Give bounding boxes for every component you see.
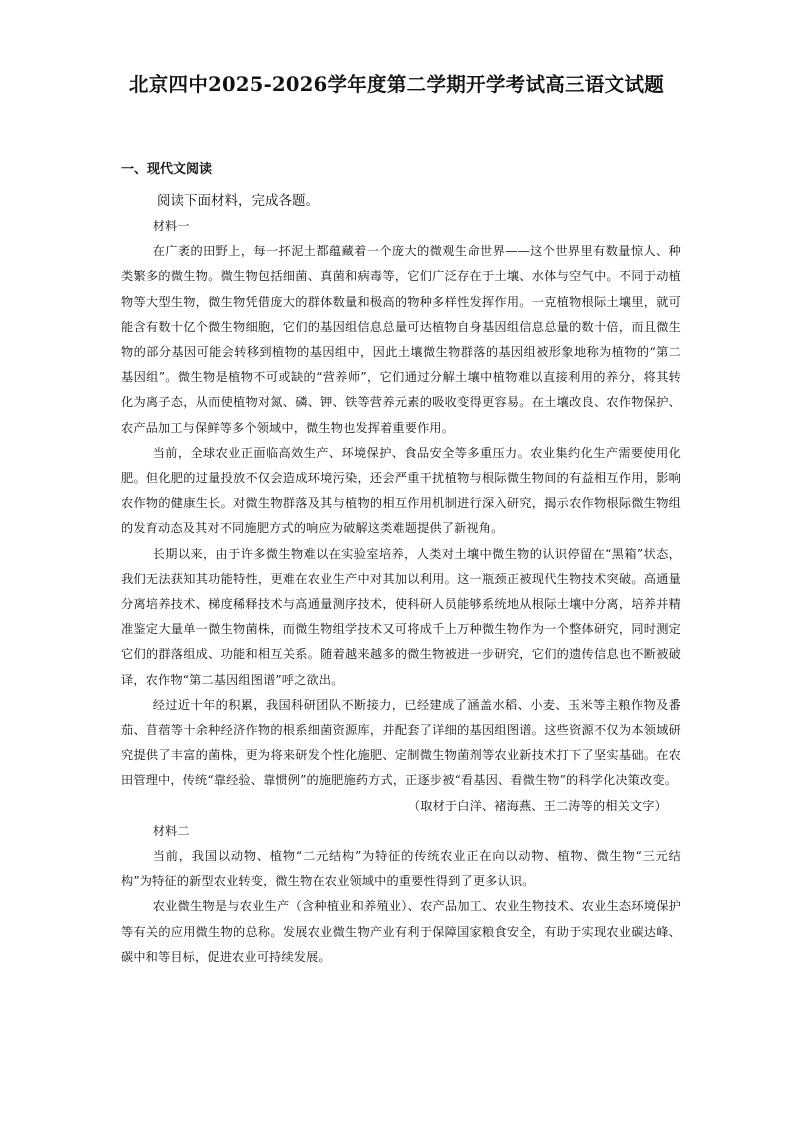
document-title: 北京四中2025-2026学年度第二学期开学考试高三语文试题 [128,73,665,96]
material-two-paragraph-2: 农业微生物是与农业生产（含种植业和养殖业）、农产品加工、农业生物技术、农业生态环境保护等有关的应用微生物的总称。发展农业微生物产业有利于保障国家粮食安全，有助于实现农业碳达峰、碳中和等目标，促进农业可持续发展。 [121,899,681,964]
reading-instruction: 阅读下面材料，完成各题。 [157,193,319,209]
material-one-source: （取材于白洋、褚海燕、王二涛等的相关文字） [407,798,667,813]
material-one-label: 材料一 [152,219,190,233]
material-one-paragraph-3: 长期以来，由于许多微生物难以在实验室培养，人类对土壤中微生物的认识停留在“黑箱”状态，我们无法获知其功能特性，更难在农业生产中对其加以利用。这一瓶颈正被现代生物技术突破。高通量分离培养技术、梯度稀释技术与高通量测序技术，使科研人员能够系统地从根际土壤中分离，培养并精准鉴定大量单一微生物菌株，而微生物组学技术又可将成千上万种微生物作为一个整体研究，同时测定它们的群落组成、功能和相互关系。随着越来越多的微生物被进一步研究，它们的遗传信息也不断被破译，农作物“第二基因组图谱”呼之欲出。 [121,546,681,687]
material-two-paragraph-1: 当前，我国以动物、植物“二元结构”为特征的传统农业正在向以动物、植物、微生物“三元结构”为特征的新型农业转变，微生物在农业领域中的重要性得到了更多认识。 [121,849,681,889]
material-two-label: 材料二 [152,823,190,838]
section-heading: 一、现代文阅读 [121,162,213,177]
material-one-paragraph-1: 在广袤的田野上，每一抔泥土都蕴藏着一个庞大的微观生命世界——这个世界里有数量惊人、种类繁多的微生物。微生物包括细菌、真菌和病毒等，它们广泛存在于土壤、水体与空气中。不同于动植物等大型生物，微生物凭借庞大的群体数量和极高的物种多样性发挥作用。一克植物根际土壤里，就可能含有数十亿个微生物细胞，它们的基因组信息总量可达植物自身基因组信息总量的数十倍，而且微生物的部分基因可能会转移到植物的基因组中，因此土壤微生物群落的基因组被形象地称为植物的“第二基因组”。微生物是植物不可或缺的“营养师”，它们通过分解土壤中植物难以直接利用的养分，将其转化为离子态，从而使植物对氮、磷、钾、铁等营养元素的吸收变得更容易。在土壤改良、农作物保护、农产品加工与保鲜等多个领域中，微生物也发挥着重要作用。 [121,244,681,435]
material-one-paragraph-2: 当前，全球农业正面临高效生产、环境保护、食品安全等多重压力。农业集约化生产需要使用化肥。但化肥的过量投放不仅会造成环境污染，还会严重干扰植物与根际微生物间的有益相互作用，影响农作物的健康生长。对微生物群落及其与植物的相互作用机制进行深入研究，揭示农作物根际微生物组的发育动态及其对不同施肥方式的响应为破解这类难题提供了新视角。 [121,445,681,536]
material-body [121,214,681,970]
material-one-paragraph-4: 经过近十年的积累，我国科研团队不断接力，已经建成了涵盖水稻、小麦、玉米等主粮作物及番茄、苜蓿等十余种经济作物的根系细菌资源库，并配套了详细的基因组图谱。这些资源不仅为本领域研究提供了丰富的菌株，更为将来研发个性化施肥、定制微生物菌剂等农业新技术打下了坚实基础。在农田管理中，传统“靠经验、靠惯例”的施肥施药方式，正逐步被“看基因、看微生物”的科学化决策改变。 [121,697,681,788]
